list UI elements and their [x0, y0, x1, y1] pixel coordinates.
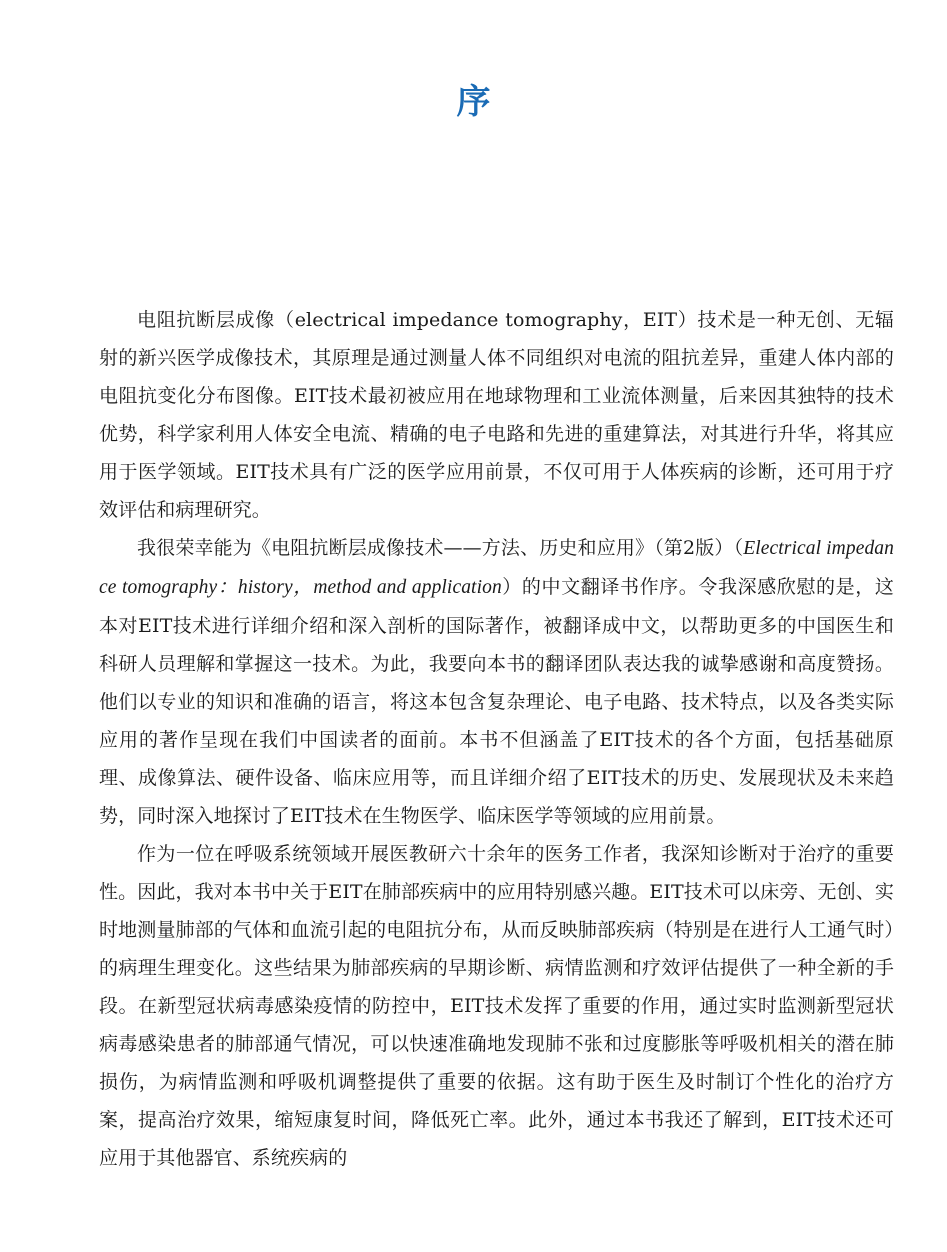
paragraph-1: 电阻抗断层成像（electrical impedance tomography，EIT）技术是一种无创、无辐射的新兴医学成像技术，其原理是通过测量人体不同组织对电流的阻抗差异，重建人体内部的电阻抗变化分布图像。EIT技术最初被应用在地球物理和工业流体测量，后来因其独特的技术优势，科学家利用人体安全电流、精确的电子电路和先进的重建算法，对其进行升华，将其应用于医学领域。EIT技术具有广泛的医学应用前景，不仅可用于人体疾病的诊断，还可用于疗效评估和病理研究。	[99, 309, 894, 521]
preface-body	[99, 301, 894, 1177]
paragraph-2	[99, 529, 894, 835]
paragraph-2-intro: 我很荣幸能为《电阻抗断层成像技术——方法、历史和应用》（第2版）（	[137, 537, 744, 559]
page-title: 序	[456, 82, 491, 122]
paragraph-2-rest: ）的中文翻译书作序。令我深感欣慰的是，这本对EIT技术进行详细介绍和深入剖析的国际著作，被翻译成中文，以帮助更多的中国医生和科研人员理解和掌握这一技术。为此，我要向本书的翻译团队表达我的诚挚感谢和高度赞扬。他们以专业的知识和准确的语言，将这本包含复杂理论、电子电路、技术特点，以及各类实际应用的著作呈现在我们中国读者的面前。本书不但涵盖了EIT技术的各个方面，包括基础原理、成像算法、硬件设备、临床应用等，而且详细介绍了EIT技术的历史、发展现状及未来趋势，同时深入地探讨了EIT技术在生物医学、临床医学等领域的应用前景。	[99, 576, 894, 827]
paragraph-3: 作为一位在呼吸系统领域开展医教研六十余年的医务工作者，我深知诊断对于治疗的重要性。因此，我对本书中关于EIT在肺部疾病中的应用特别感兴趣。EIT技术可以床旁、无创、实时地测量肺部的气体和血流引起的电阻抗分布，从而反映肺部疾病（特别是在进行人工通气时）的病理生理变化。这些结果为肺部疾病的早期诊断、病情监测和疗效评估提供了一种全新的手段。在新型冠状病毒感染疫情的防控中，EIT技术发挥了重要的作用，通过实时监测新型冠状病毒感染患者的肺部通气情况，可以快速准确地发现肺不张和过度膨胀等呼吸机相关的潜在肺损伤，为病情监测和呼吸机调整提供了重要的依据。这有助于医生及时制订个性化的治疗方案，提高治疗效果，缩短康复时间，降低死亡率。此外，通过本书我还了解到，EIT技术还可应用于其他器官、系统疾病的	[99, 843, 894, 1169]
book-title-english: Electrical impedance tomography：history，method and application	[99, 538, 895, 598]
